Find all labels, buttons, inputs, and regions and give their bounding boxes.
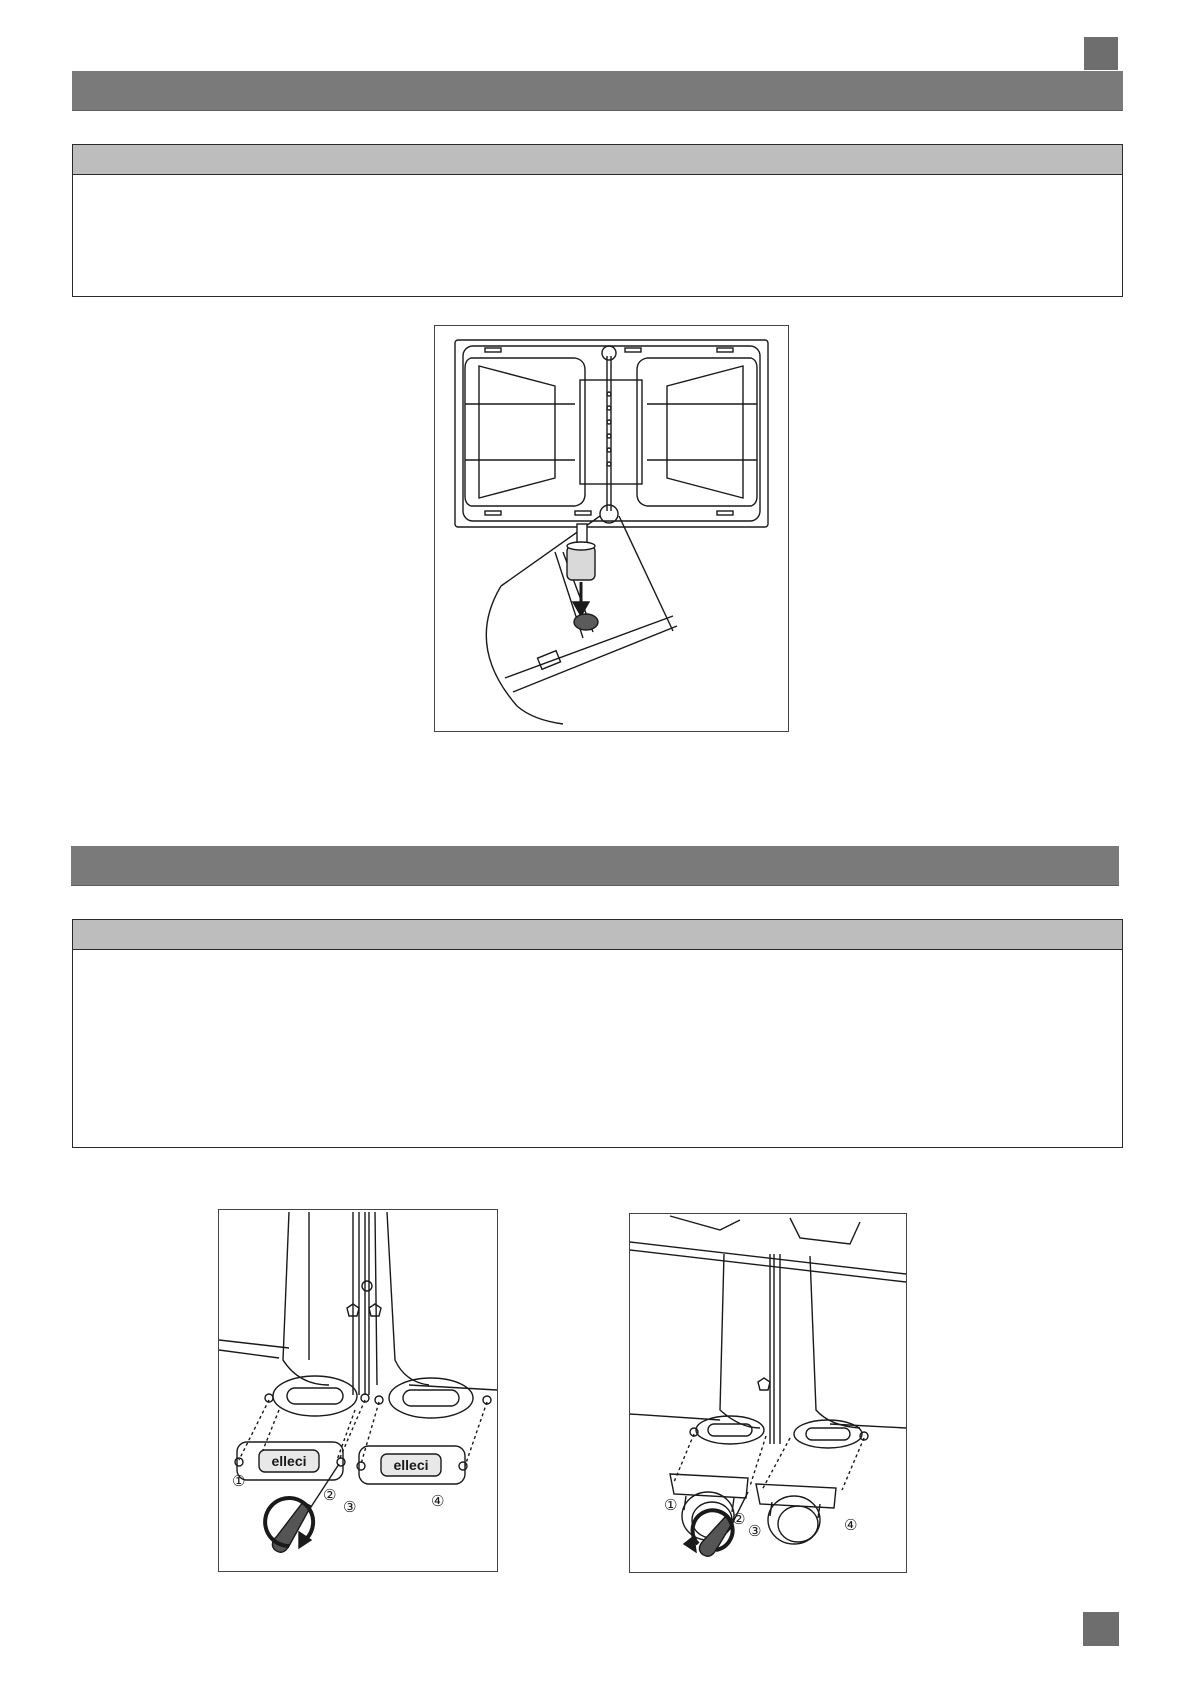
instruction-panel-2 (72, 919, 1123, 1148)
callout-1: ① (232, 1472, 246, 1490)
section-header-bar-2 (71, 846, 1119, 886)
callout-4: ④ (431, 1492, 445, 1510)
figure-plug-removal (218, 1209, 498, 1572)
page-corner-tab-top (1084, 37, 1118, 70)
figure-waste-outlet-fitting-drawing (630, 1214, 906, 1572)
section-header-bar-1 (72, 71, 1123, 111)
figure-drainer-pin (434, 325, 789, 732)
instruction-panel-1 (72, 144, 1123, 297)
figure-drainer-pin-drawing (435, 326, 788, 731)
callout-3: ③ (748, 1522, 762, 1540)
figure-waste-outlet-fitting (629, 1213, 907, 1573)
callout-2: ② (732, 1510, 746, 1528)
callout-2: ② (323, 1486, 337, 1504)
instruction-panel-2-header (73, 920, 1122, 950)
plug-logo-right: elleci (393, 1457, 429, 1473)
instruction-panel-1-header (73, 145, 1122, 175)
plug-logo-left: elleci (271, 1453, 307, 1469)
callout-1: ① (664, 1496, 678, 1514)
callout-3: ③ (343, 1498, 357, 1516)
figure-plug-removal-drawing (219, 1210, 497, 1571)
callout-4: ④ (844, 1516, 858, 1534)
page-corner-tab-bottom (1083, 1612, 1119, 1646)
